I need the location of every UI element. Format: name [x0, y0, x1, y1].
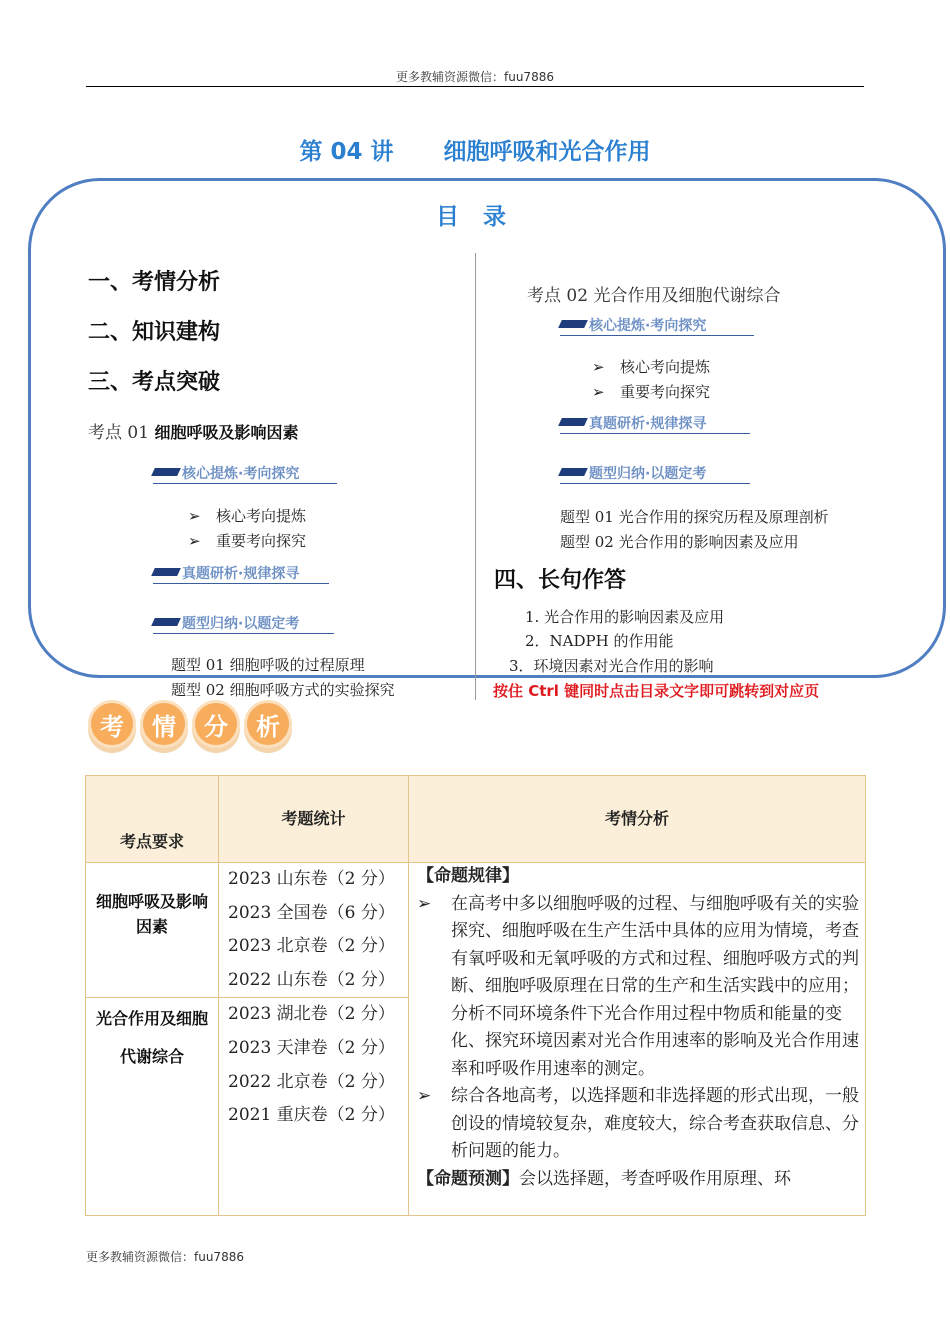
kaodian-02-name: 光合作用及细胞代谢综合	[593, 286, 781, 306]
year-item: 2023 北京卷（2 分）	[228, 936, 395, 957]
toc-link-long-1[interactable]: 1. 光合作用的影响因素及应用	[525, 608, 725, 626]
row-years-respiration	[219, 863, 409, 998]
bullet-label: 核心考向提炼	[216, 507, 307, 525]
kaodian-02-prefix: 考点 02	[527, 286, 589, 306]
header-divider	[86, 86, 864, 87]
row-label-text: 细胞呼吸及影响因素	[95, 892, 208, 936]
law-title: 【命题规律】	[417, 866, 519, 886]
toc-link-bullet-2b[interactable]	[592, 381, 710, 402]
lecture-number: 第 04 讲	[299, 139, 394, 165]
toc-link-real-2[interactable]	[560, 413, 750, 434]
exam-analysis-table	[85, 775, 866, 1216]
badge-char: 分	[192, 700, 240, 748]
toc-ctrl-note: 按住 Ctrl 键同时点击目录文字即可跳转到对应页	[493, 682, 820, 700]
toc-link-kaoqing[interactable]: 一、考情分析	[88, 270, 221, 295]
bullet-label: 重要考向探究	[620, 383, 711, 401]
year-item: 2022 山东卷（2 分）	[228, 969, 395, 990]
kaodian-01-name: 细胞呼吸及影响因素	[154, 423, 299, 442]
toc-link-bullet-2a[interactable]	[592, 356, 710, 377]
arrow-icon: ➢	[417, 1086, 432, 1106]
toc-link-type1-01[interactable]: 题型 01 细胞呼吸的过程原理	[171, 656, 365, 674]
arrow-icon: ➢	[592, 383, 605, 401]
page-header: 更多教辅资源微信：fuu7886	[396, 70, 554, 84]
badge-char: 情	[140, 700, 188, 748]
toc-column-divider	[475, 253, 476, 700]
arrow-icon: ➢	[592, 358, 605, 376]
header-req: 考点要求	[86, 776, 219, 863]
tag-bar-icon	[151, 468, 181, 476]
toc-link-core-2[interactable]	[560, 315, 754, 336]
badge-char: 析	[244, 700, 292, 748]
analysis-cell	[409, 863, 866, 1216]
arrow-icon: ➢	[188, 532, 201, 550]
page-title	[0, 133, 950, 166]
law-point: ➢ 在高考中多以细胞呼吸的过程、与细胞呼吸有关的实验探究、细胞呼吸在生产生活中具体的应用为情境，考查有氧呼吸和无氧呼吸的方式和过程、细胞呼吸方式的判断、细胞呼吸原理在日常的生产和生活实践中的应用；分析不同环境条件下光合作用过程中物质和能量的变化、探究环境因素对光合作用速率的影响及光合作用速率和呼吸作用速率的测定。	[417, 891, 859, 1084]
header-ana: 考情分析	[409, 776, 866, 863]
toc-link-type-1[interactable]	[153, 613, 334, 634]
tag-label: 题型归纳·以题定考	[182, 616, 300, 632]
toc-link-zhishi[interactable]: 二、知识建构	[88, 320, 221, 345]
toc-link-kaodian[interactable]: 三、考点突破	[88, 370, 221, 395]
year-item: 2021 重庆卷（2 分）	[228, 1105, 395, 1126]
page-footer: 更多教辅资源微信：fuu7886	[86, 1250, 244, 1264]
tag-label: 真题研析·规律探寻	[182, 566, 300, 582]
tag-label: 核心提炼·考向探究	[589, 318, 707, 334]
toc-link-type1-02[interactable]: 题型 02 细胞呼吸方式的实验探究	[171, 681, 395, 699]
kaodian-01-prefix: 考点 01	[88, 423, 150, 443]
header-stat: 考题统计	[219, 776, 409, 863]
toc-link-type-2[interactable]	[560, 463, 750, 484]
predict-paragraph: 【命题预测】会以选择题，考查呼吸作用原理、环	[417, 1168, 791, 1189]
arrow-icon: ➢	[417, 893, 432, 914]
year-item: 2022 北京卷（2 分）	[228, 1071, 395, 1092]
toc-link-bullet-1b[interactable]	[188, 530, 306, 551]
toc-link-bullet-1a[interactable]	[188, 505, 306, 526]
table-header-row	[86, 776, 866, 863]
toc-link-type2-02[interactable]: 题型 02 光合作用的影响因素及应用	[560, 533, 799, 551]
toc-link-real-1[interactable]	[153, 563, 329, 584]
toc-link-long-3[interactable]: 3．环境因素对光合作用的影响	[509, 657, 714, 675]
year-item: 2023 天津卷（2 分）	[228, 1037, 395, 1058]
row-label-photosynthesis	[86, 998, 219, 1216]
arrow-icon: ➢	[188, 507, 201, 525]
table-row	[86, 863, 866, 998]
row-label-text: 光合作用及细胞代谢综合	[95, 1009, 208, 1067]
year-item: 2023 全国卷（6 分）	[228, 902, 395, 923]
tag-bar-icon	[558, 468, 588, 476]
tag-label: 真题研析·规律探寻	[589, 416, 707, 432]
toc-link-long-2[interactable]: 2．NADPH 的作用能	[525, 632, 674, 650]
tag-bar-icon	[558, 320, 588, 328]
kaoqing-badge	[88, 700, 292, 756]
tag-label: 题型归纳·以题定考	[589, 466, 707, 482]
year-item: 2023 山东卷（2 分）	[228, 869, 395, 889]
toc-link-kaodian-02[interactable]	[527, 281, 780, 306]
tag-bar-icon	[558, 418, 588, 426]
bullet-label: 核心考向提炼	[620, 358, 711, 376]
row-years-photosynthesis	[219, 998, 409, 1216]
bullet-label: 重要考向探究	[216, 532, 307, 550]
toc-link-core-1[interactable]	[153, 463, 337, 484]
tag-bar-icon	[151, 618, 181, 626]
toc-link-type2-01[interactable]: 题型 01 光合作用的探究历程及原理剖析	[560, 508, 829, 526]
year-item: 2023 湖北卷（2 分）	[228, 1004, 395, 1025]
law-point: ➢ 综合各地高考，以选择题和非选择题的形式出现，一般创设的情境较复杂，难度较大，综合考查获取信息、分析问题的能力。	[417, 1083, 859, 1166]
lecture-topic: 细胞呼吸和光合作用	[443, 139, 651, 165]
toc-heading: 目 录	[435, 204, 514, 230]
row-label-respiration	[86, 863, 219, 998]
toc-link-kaodian-01[interactable]	[88, 418, 298, 443]
badge-char: 考	[88, 700, 136, 748]
toc-link-changju[interactable]: 四、长句作答	[494, 568, 627, 593]
tag-bar-icon	[151, 568, 181, 576]
tag-label: 核心提炼·考向探究	[182, 466, 300, 482]
